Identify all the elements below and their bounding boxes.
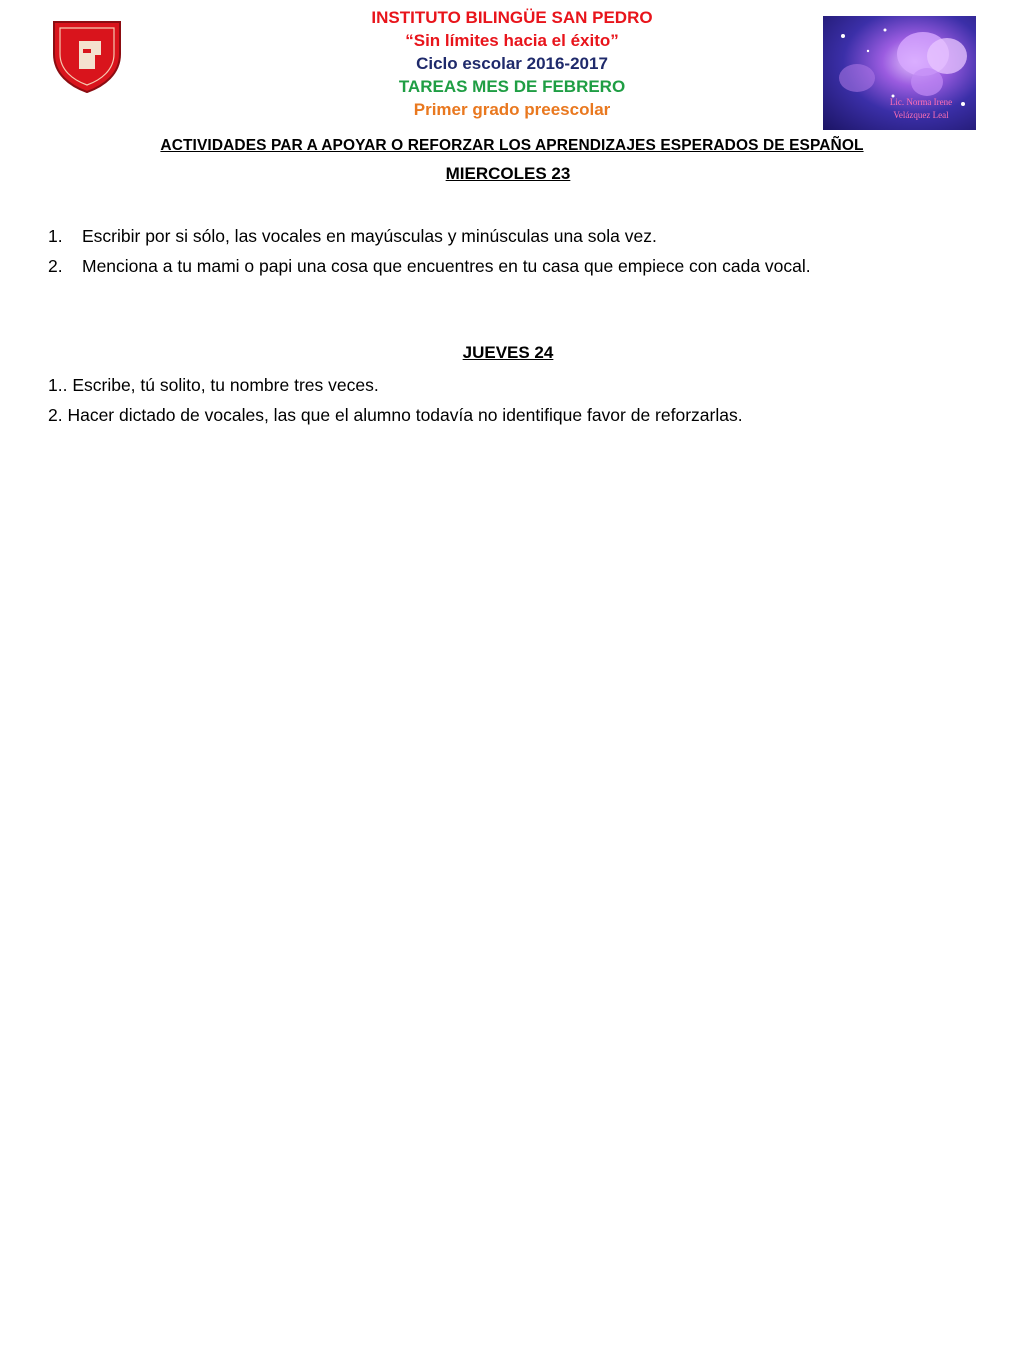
photo-caption: Lic. Norma Irene Velázquez Leal — [889, 97, 953, 120]
thursday-task-list — [48, 370, 988, 430]
wednesday-task-list — [48, 221, 988, 281]
institution-motto: “Sin límites hacia el éxito” — [405, 31, 619, 50]
activities-subtitle: ACTIVIDADES PAR A APOYAR O REFORZAR LOS APRENDIZAJES ESPERADOS DE ESPAÑOL — [160, 137, 864, 154]
day-title-thursday: JUEVES 24 — [462, 343, 554, 362]
list-item: 1. Escribir por si sólo, las vocales en mayúsculas y minúsculas una sola vez. — [48, 225, 657, 246]
institution-name: INSTITUTO BILINGÜE SAN PEDRO — [371, 8, 653, 27]
butterfly-photo — [823, 16, 976, 130]
list-item: 1.. Escribe, tú solito, tu nombre tres veces. — [48, 374, 379, 395]
grade-level: Primer grado preescolar — [413, 100, 611, 119]
school-year: Ciclo escolar 2016-2017 — [416, 54, 608, 73]
tasks-month: TAREAS MES DE FEBRERO — [398, 77, 626, 96]
list-item: 2. Menciona a tu mami o papi una cosa que encuentres en tu casa que empiece con cada vocal. — [48, 255, 811, 276]
shield-crest-icon — [48, 16, 126, 94]
day-title-wednesday: MIERCOLES 23 — [445, 164, 571, 183]
list-item: 2. Hacer dictado de vocales, las que el alumno todavía no identifique favor de reforzarlas. — [48, 404, 743, 425]
